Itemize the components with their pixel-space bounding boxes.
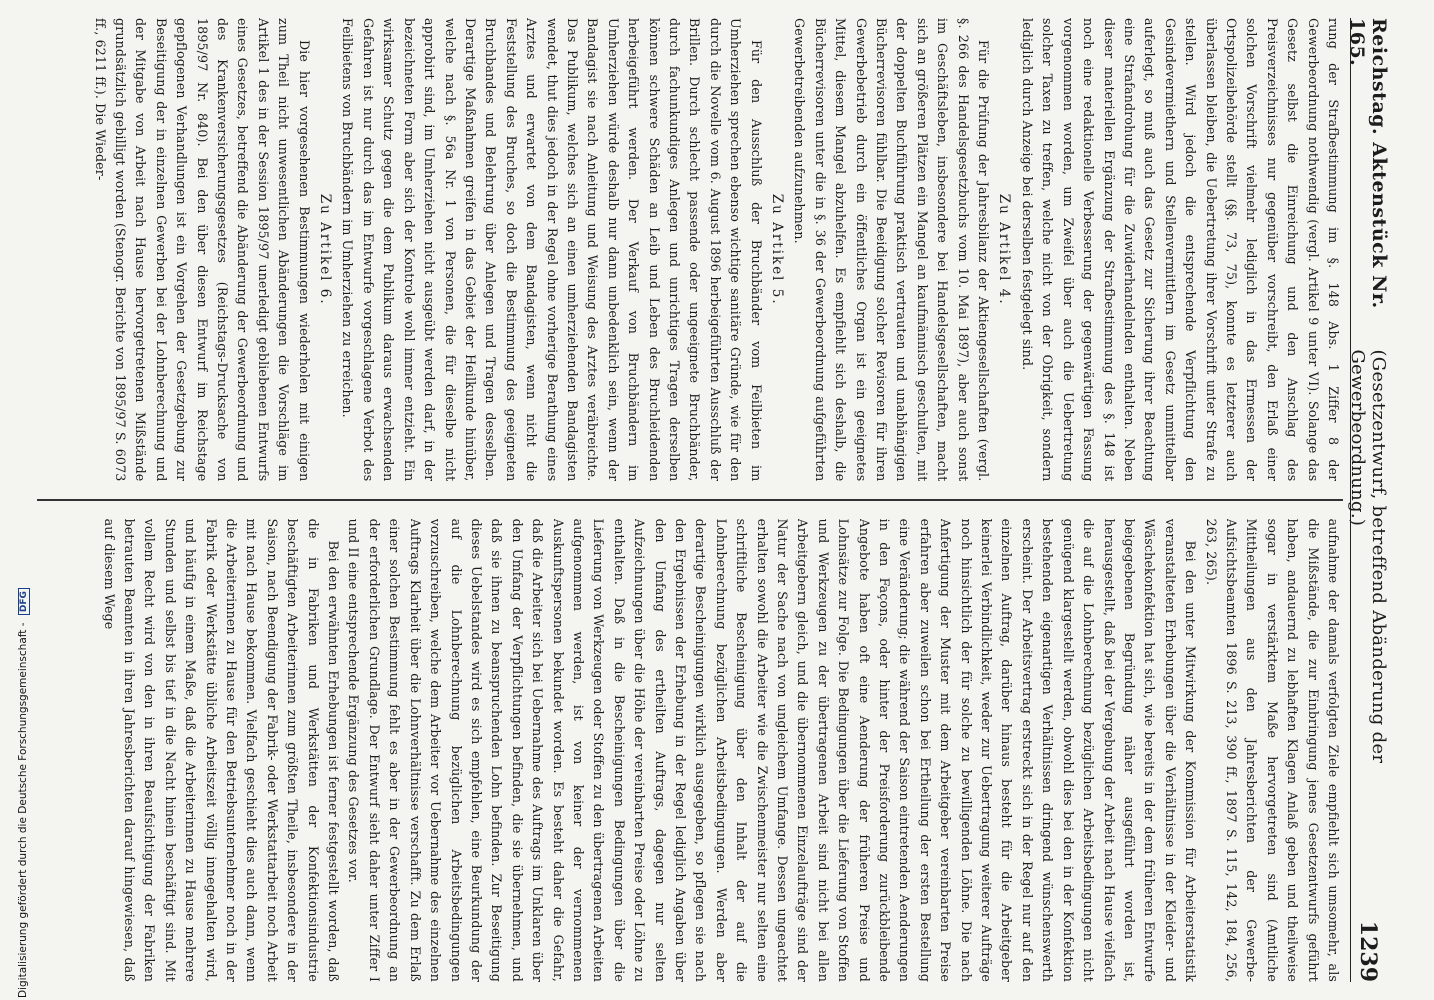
page-header xyxy=(1346,18,1390,982)
left-paragraph-1: rung der Strafbestimmung im §. 148 Abs. 1 Ziffer 8 der Gewerbeordnung nothwendig (vergl. Artikel 9 unter VI). Solange das Gesetz selbst die Einreichung und den Anschlag des Preisverzeichnisses nur gegenüber vorschreibt, den Erlaß einer solchen Vorschrift vielmehr lediglich in das Ermessen der Ortspolizeibehörde stellt (§§. 73, 75), konnte es letzterer auch überlassen bleiben, die Uebertretung ihrer Vorschrift unter Strafe zu stellen. Wird jedoch die entsprechende Verpflichtung den Gesindevermiethern und Stellenvermittlern im Gesetz unmittelbar auferlegt, so muß auch das Gesetz zur Sicherung ihrer Beachtung eine Strafandrohung für die Zuwiderhandelnden enthalten. Neben dieser materiellen Ergänzung der Strafbestimmung des §. 148 ist noch eine redaktionelle Verbesserung der gegenwärtigen Fassung vorgenommen worden, um Zweifel über auch die Uebertretung solcher Taxen zu treffen, welche nicht von der Obrigkeit, sondern lediglich durch Anzeige bei derselben festgelegt sind. xyxy=(1019,18,1341,482)
section-heading-artikel-4: Zu Artikel 4. xyxy=(996,193,1013,306)
header-subtitle: (Gesetzentwurf, betreffend Abänderung der Gewerbeordnung.) xyxy=(1347,349,1389,764)
left-paragraph-2: Für die Prüfung der Jahresbilanz der Aktiengesellschaften (vergl. §. 266 des Handelsgesetzbuchs vom 10. Mai 1897), aber auch sonst im Geschäftsleben, insbesondere bei Handelsgesellschaften, macht sich an größeren Plätzen ein Mangel an kaufmännisch geschulten, mit der doppelten Buchführung praktisch vertrauten und unabhängigen Bücherrevisoren fühlbar. Die Beeidigung solcher Revisoren für ihren Gewerbebetrieb durch ein öffentliches Organ ist ein geeignetes Mittel, diesem Mangel abzuhelfen. Es empfiehlt sich deshalb, die Bücherrevisoren unter die in §. 36 der Gewerbeordnung aufgeführten Gewerbetreibenden aufzunehmen. xyxy=(792,18,992,482)
rotated-page-content xyxy=(27,0,1397,1000)
header-title: Reichstag. Aktenstück Nr. 165. xyxy=(1346,18,1390,309)
left-paragraph-4: Die hier vorgesehenen Bestimmungen wiederholen mit einigen zum Theil nicht unwesentlichen Abänderungen die Vorschläge im Artikel 1 des in der Session 1895/97 unerledigt gebliebenen Entwurfs eines Gesetzes, betreffend die Abänderung der Gewerbeordnung und des Krankenversicherungsgesetzes (Reichstags-Drucksache von 1895/97 Nr. 840). Bei den über diesen Entwurf im Reichstage gepflogenen Verhandlungen ist ein Vorgehen der Gesetzgebung zur Beseitigung der in einzelnen Gewerben bei der Lohnberechnung und der Mitgabe von Arbeit nach Hause hervorgetretenen Mißstände grundsätzlich gebilligt worden (Stenogr. Berichte von 1895/97 S. 6073 ff., 6211 ff.). Die Wieder- xyxy=(92,18,312,482)
right-paragraph-3: Bei den erwähnten Erhebungen ist ferner festgestellt worden, daß die in Fabriken und Werkstätten der Konfektionsindustrie beschäftigten Arbeiterinnen zum größten Theile, insbesondere in der Saison, nach Beendigung der Fabrik- oder Werkstattarbeit noch Arbeit mit nach Hause bekommen. Vielfach geschieht dies auch dann, wenn die Arbeiterinnen zu Hause für den Betriebsunternehmer noch in der Fabrik oder Werkstätte übliche Arbeitszeit völlig innegehalten wird, und häufig in einem Maße, daß die Arbeiterinnen zu Hause mehrere Stunden und selbst bis tief in die Nacht hinein beschäftigt sind. Mit vollem Recht wird von den in ihren Beaufsichtigung der Fabriken betrauten Beamten in ihren Jahresberichten darauf hingewiesen, daß auf diesem Wege xyxy=(101,518,342,982)
column-divider xyxy=(37,499,1343,500)
right-column xyxy=(37,519,1343,982)
digitization-credit xyxy=(4,0,29,1000)
left-paragraph-3: Für den Ausschluß der Bruchbänder vom Feilbieten im Umherziehen sprechen ebenso wichtige sanitäre Gründe, wie für den durch die Novelle vom 6. August 1896 herbeigeführten Ausschluß der Brillen. Durch schlecht passende oder ungeeignete Bruchbänder, durch fachunkundiges Anlegen und unrichtiges Tragen derselben können schwere Schäden an Leib und Leben des Bruchleidenden herbeigeführt werden. Der Verkauf von Bruchbändern im Umherziehen würde deshalb nur dann unbedenklich sein, wenn der Bandagist sie nach Anleitung und Weisung des Arztes veräbreichte. Das Publikum, welches sich an einen umherziehenden Bandagisten wendet, thut dies jedoch in der Regel ohne vorherige Berathung eines Arztes und erwartet von dem Bandagisten, wenn nicht die Feststellung des Bruches, so doch die Bestimmung des geeigneten Bruchbandes und Belehrung über Anlegen und Tragen desselben. Derartige Maßnahmen greifen in das Gebiet der Heilkunde hinüber, welche nach §. 56a Nr. 1 von Personen, die für dieselbe nicht approbirt sind, im Umherziehen nicht ausgeübt werden darf, in der bezeichneten Form aber sich der Kontrole wohl immer entzieht. Ein wirksamer Schutz gegen die dem Publikum daraus erwachsenden Gefahren ist nur durch das im Entwurfe vorgeschlagene Verbot des Feilbietens von Bruchbändern im Umherziehen zu erreichen. xyxy=(340,18,764,482)
text-columns xyxy=(37,18,1343,982)
left-column xyxy=(37,18,1343,481)
section-heading-artikel-6: Zu Artikel 6. xyxy=(317,193,334,306)
right-paragraph-2: Bei den unter Mitwirkung der Kommission für Arbeiterstatistik veranstalteten Erhebungen über die Verhältnisse in der Kleider- und Wäschekonfektion hat sich, wie bereits in der dem früheren Entwurfe beigegebenen Begründung näher ausgeführt worden ist, herausgestellt, daß bei der Vergebung der Arbeit nach Hause vielfach die auf die Lohnberechnung bezüglichen Arbeitsbedingungen nicht genügend klargestellt werden, obwohl dies bei den in der Konfektion bestehenden eigenartigen Verhältnissen dringend wünschenswerth erscheint. Der Arbeitsvertrag erstreckt sich in der Regel nur auf den einzelnen Auftrag, darüber hinaus besteht für die Arbeitgeber keinerlei Verbindlichkeit, weder zur Uebertragung weiterer Aufträge noch hinsichtlich der für solche zu bewilligenden Löhne. Die nach Anfertigung der Muster mit dem Arbeitgeber vereinbarten Preise erfahren aber zuweilen schon bei Ertheilung der ersten Bestellung eine Veränderung; die während der Saison eintretenden Aenderungen in den Façons, oder hinter der Preisforderung zurückbleibende Angebote haben oft eine Aenderung der früheren Preise und Lohnsätze zur Folge. Die Bedingungen über die Lieferung von Stoffen und Werkzeugen zu der übertragenen Arbeit sind nicht bei allen Arbeitgebern gleich, und die übernommenen Einzelaufträge sind der Natur der Sache nach von ungleichem Umfange. Dessen ungeachtet erhalten sowohl die Arbeiter wie die Zwischenmeister nur selten eine schriftliche Bescheinigung über den Inhalt der auf die Lohnberechnung bezüglichen Arbeitsbedingungen. Werden aber derartige Bescheinigungen wirklich ausgegeben, so pflegen sie nach den Ergebnissen der Erhebung in der Regel lediglich Angaben über den Umfang des ertheilten Auftrags, dagegen nur selten Aufzeichnungen über die Höhe der vereinbarten Preise oder Löhne zu enthalten. Daß in die Bescheinigungen Bedingungen über die Lieferung von Werkzeugen oder Stoffen zu den übertragenen Arbeiten aufgenommen werden, ist von keiner der vernommenen Auskunftspersonen bekundet worden. Es besteht daher die Gefahr, daß die Arbeiter sich bei Uebernahme des Auftrags im Unklaren über den Umfang der Verpflichtungen befinden, die sie übernehmen, und daß sie ihnen zu beanspruchenden Lohn befinden. Zur Beseitigung dieses Uebelstandes wird es sich empfehlen, eine Beurkundung der auf die Lohnberechnung bezüglichen Arbeitsbedingungen vorzuschreiben, welche dem Arbeiter vor Uebernahme des einzelnen Auftrags Klarheit über die Lohnverhältnisse verschafft. Zu dem Erlaß einer solchen Bestimmung fehlt es aber in der Gewerbeordnung an der erforderlichen Grundlage. Der Entwurf sieht daher unter Ziffer I und II eine entsprechende Ergänzung des Gesetzes vor. xyxy=(346,518,1199,982)
page-number: 1239 xyxy=(1355,920,1381,982)
right-paragraph-1: aufnahme der damals verfolgten Ziele empfiehlt sich umsomehr, als die Mißstände, die zur Einbringung jenes Gesetzentwurfs geführt haben, andauernd zu lebhaften Klagen Anlaß geben und theilweise sogar in verstärktem Maße hervorgetreten sind (Amtliche Mittheilungen aus den Jahresberichten der Gewerbe-Aufsichtsbeamten 1896 S. 213, 390 ff., 1897 S. 115, 142, 184, 256, 263, 265). xyxy=(1203,518,1341,982)
section-heading-artikel-5: Zu Artikel 5. xyxy=(769,193,786,306)
dfg-logo-icon: DFG xyxy=(18,588,30,615)
credit-label: Digitalisierung gefördert durch die Deutsche Forschungsgemeinschaft - xyxy=(17,622,29,998)
